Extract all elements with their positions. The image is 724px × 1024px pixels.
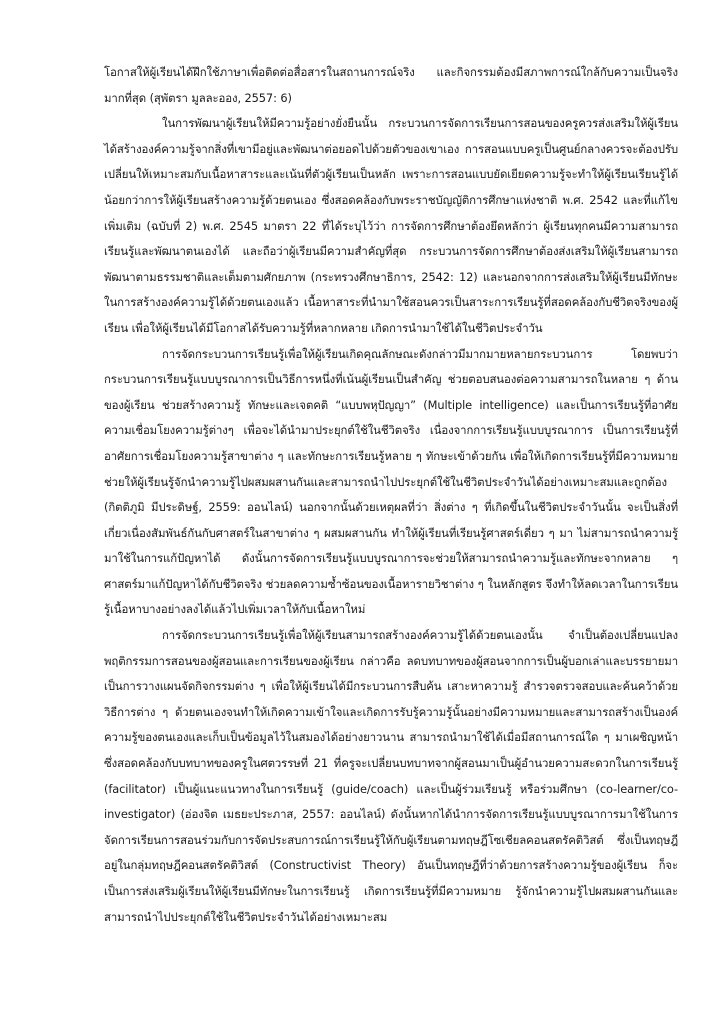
paragraph-continuation: โอกาสให้ผู้เรียนได้ฝึกใช้ภาษาเพื่อติดต่อสื่อสารในสถานการณ์จริง และกิจกรรมต้องมีสภาพการณ์ใกล้กับความเป็นจริงมากที่สุด (สุพัตรา มูลละออง, 2557: 6) [104, 65, 678, 105]
paragraph-learner-development: ในการพัฒนาผู้เรียนให้มีความรู้อย่างยั่งยืนนั้น กระบวนการจัดการเรียนการสอนของครูควรส่งเสริมให้ผู้เรียนได้สร้างองค์ความรู้จากสิ่งที่เขามีอยู่และพัฒนาต่อยอดไปด้วยตัวของเขาเอง การสอนแบบครูเป็นศูนย์กลางควรจะต้องปรับเปลี่ยนให้เหมาะสมกับเนื้อหาสาระและเน้นที่ตัวผู้เรียนเป็นหลัก เพราะการสอนแบบยัดเยียดความรู้จะทำให้ผู้เรียนเรียนรู้ได้น้อยกว่าการให้ผู้เรียนสร้างความรู้ด้วยตนเอง ซึ่งสอดคล้องกับพระราชบัญญัติการศึกษาแห่งชาติ พ.ศ. 2542 และที่แก้ไขเพิ่มเติม (ฉบับที่ 2) พ.ศ. 2545 มาตรา 22 ที่ได้ระบุไว้ว่า การจัดการศึกษาต้องยึดหลักว่า ผู้เรียนทุกคนมีความสามารถเรียนรู้และพัฒนาตนเองได้ และถือว่าผู้เรียนมีความสำคัญที่สุด กระบวนการจัดการศึกษาต้องส่งเสริมให้ผู้เรียนสามารถพัฒนาตามธรรมชาติและเต็มตามศักยภาพ (กระทรวงศึกษาธิการ, 2542: 12) และนอกจากการส่งเสริมให้ผู้เรียนมีทักษะในการสร้างองค์ความรู้ได้ด้วยตนเองแล้ว เนื้อหาสาระที่นำมาใช้สอนควรเป็นสาระการเรียนรู้ที่สอดคล้องกับชีวิตจริงของผู้เรียน เพื่อให้ผู้เรียนได้มีโอกาสได้รับความรู้ที่หลากหลาย เกิดการนำมาใช้ได้ในชีวิตประจำวัน [104, 116, 678, 335]
paragraph-integrated-learning: การจัดกระบวนการเรียนรู้เพื่อให้ผู้เรียนเกิดคุณลักษณะดังกล่าวมีมากมายหลายกระบวนการ โดยพบว่ากระบวนการเรียนรู้แบบบูรณาการเป็นวิธีการหนึ่งที่เน้นผู้เรียนเป็นสำคัญ ช่วยตอบสนองต่อความสามารถในหลาย ๆ ด้านของผู้เรียน ช่วยสร้างความรู้ ทักษะและเจตคติ “แบบพหุปัญญา” (Multiple intelligence) และเป็นการเรียนรู้ที่อาศัยความเชื่อมโยงความรู้ต่างๆ เพื่อจะได้นำมาประยุกต์ใช้ในชีวิตจริง เนื่องจากการเรียนรู้แบบบูรณาการ เป็นการเรียนรู้ที่อาศัยการเชื่อมโยงความรู้สาขาต่าง ๆ และทักษะการเรียนรู้หลาย ๆ ทักษะเข้าด้วยกัน เพื่อให้เกิดการเรียนรู้ที่มีความหมาย ช่วยให้ผู้เรียนรู้จักนำความรู้ไปผสมผสานกันและสามารถนำไปประยุกต์ใช้ในชีวิตประจำวันได้อย่างเหมาะสมและถูกต้อง (กิตติภูมิ มีประดิษฐ์, 2559: ออนไลน์) นอกจากนั้นด้วยเหตุผลที่ว่า สิ่งต่าง ๆ ที่เกิดขึ้นในชีวิตประจำวันนั้น จะเป็นสิ่งที่เกี่ยวเนื่องสัมพันธ์กันกับศาสตร์ในสาขาต่าง ๆ ผสมผสานกัน ทำให้ผู้เรียนที่เรียนรู้ศาสตร์เดี่ยว ๆ มา ไม่สามารถนำความรู้มาใช้ในการแก้ปัญหาได้ ดังนั้นการจัดการเรียนรู้แบบบูรณาการจะช่วยให้สามารถนำความรู้และทักษะจากหลาย ๆ ศาสตร์มาแก้ปัญหาได้กับชีวิตจริง ช่วยลดความซ้ำซ้อนของเนื้อหารายวิชาต่าง ๆ ในหลักสูตร จึงทำให้ลดเวลาในการเรียนรู้เนื้อหาบางอย่างลงได้แล้วไปเพิ่มเวลาให้กับเนื้อหาใหม่ [104, 346, 678, 617]
paragraph-constructivist-learning: การจัดกระบวนการเรียนรู้เพื่อให้ผู้เรียนสามารถสร้างองค์ความรู้ได้ด้วยตนเองนั้น จำเป็นต้องเปลี่ยนแปลงพฤติกรรมการสอนของผู้สอนและการเรียนของผู้เรียน กล่าวคือ ลดบทบาทของผู้สอนจากการเป็นผู้บอกเล่าและบรรยายมาเป็นการวางแผนจัดกิจกรรมต่าง ๆ เพื่อให้ผู้เรียนได้มีกระบวนการสืบค้น เสาะหาความรู้ สำรวจตรวจสอบและค้นคว้าด้วยวิธีการต่าง ๆ ด้วยตนเองจนทำให้เกิดความเข้าใจและเกิดการรับรู้ความรู้นั้นอย่างมีความหมายและสามารถสร้างเป็นองค์ความรู้ของตนเองและเก็บเป็นข้อมูลไว้ในสมองได้อย่างยาวนาน สามารถนำมาใช้ได้เมื่อมีสถานการณ์ใด ๆ มาเผชิญหน้า ซึ่งสอดคล้องกับบทบาทของครูในศตวรรษที่ 21 ที่ครูจะเปลี่ยนบทบาทจากผู้สอนมาเป็นผู้อำนวยความสะดวกในการเรียนรู้ (facilitator) เป็นผู้แนะแนวทางในการเรียนรู้ (guide/coach) และเป็นผู้ร่วมเรียนรู้ หรือร่วมศึกษา (co-learner/co-investigator) (อ่องจิต เมธยะประภาส, 2557: ออนไลน์) ดังนั้นหากได้นำการจัดการเรียนรู้แบบบูรณาการมาใช้ในการจัดการเรียนการสอนร่วมกับการจัดประสบการณ์การเรียนรู้ให้กับผู้เรียนตามทฤษฎีโซเชียลคอนสตรัคติวิสต์ ซึ่งเป็นทฤษฎีอยู่ในกลุ่มทฤษฎีคอนสตรัคติวิสต์ (Constructivist Theory) อันเป็นทฤษฎีที่ว่าด้วยการสร้างความรู้ของผู้เรียน ก็จะเป็นการส่งเสริมผู้เรียนให้ผู้เรียนมีทักษะในการเรียนรู้ เกิดการเรียนรู้ที่มีความหมาย รู้จักนำความรู้ไปผสมผสานกันและสามารถนำไปประยุกต์ใช้ในชีวิตประจำวันได้อย่างเหมาะสม [104, 628, 678, 924]
document-page [104, 60, 678, 930]
